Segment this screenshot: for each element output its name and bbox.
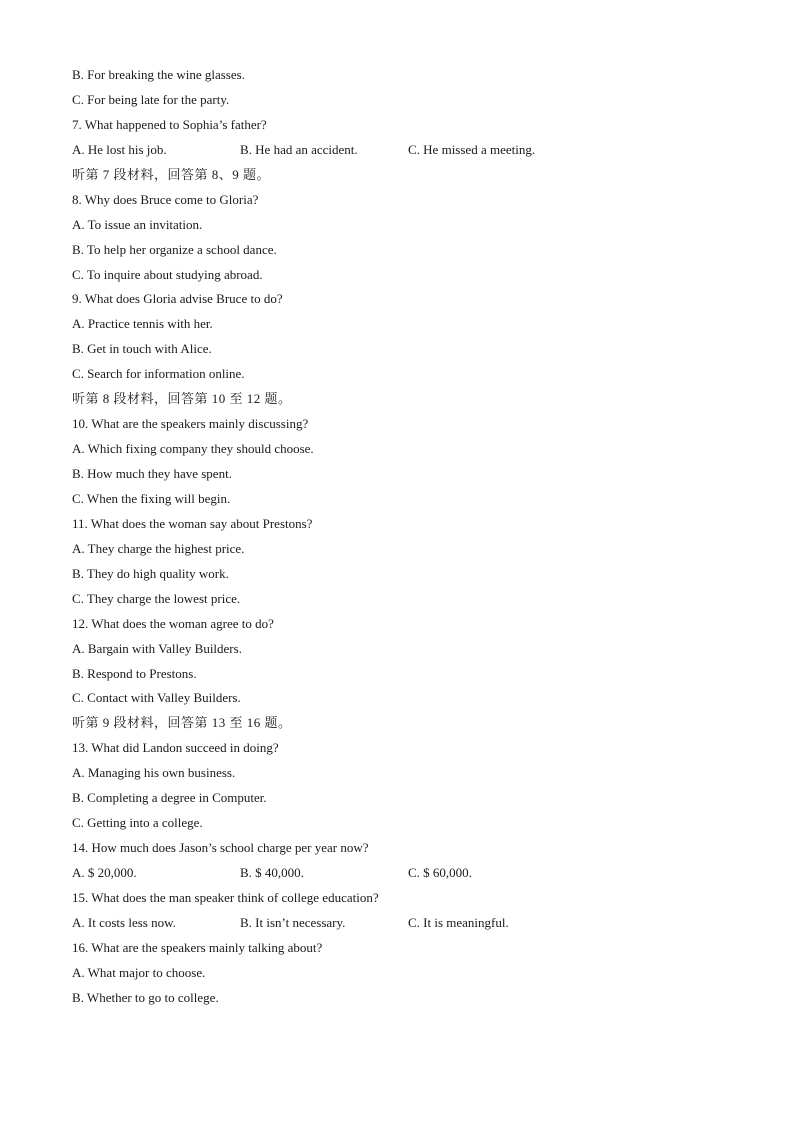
section-heading: 听第 7 段材料，回答第 8、9 题。 [72, 166, 271, 182]
option-line: A. Practice tennis with her. [72, 316, 213, 332]
options-row [72, 138, 732, 163]
section-heading: 听第 9 段材料，回答第 13 至 16 题。 [72, 715, 292, 731]
option-line: C. They charge the lowest price. [72, 590, 241, 606]
question-line: 10. What are the speakers mainly discussing? [72, 416, 309, 432]
option-line: C. To inquire about studying abroad. [72, 266, 263, 282]
option-line: B. To help her organize a school dance. [72, 241, 277, 257]
option-line: B. Respond to Prestons. [72, 665, 197, 681]
option-line: A. Managing his own business. [72, 765, 236, 781]
question-line: 9. What does Gloria advise Bruce to do? [72, 291, 283, 307]
question-line: 16. What are the speakers mainly talking about? [72, 939, 323, 955]
option-line: B. Completing a degree in Computer. [72, 790, 267, 806]
option-line: B. Whether to go to college. [72, 989, 219, 1005]
option-line: A. Which fixing company they should choose. [72, 441, 314, 457]
question-line: 7. What happened to Sophia’s father? [72, 116, 267, 132]
option-line: B. How much they have spent. [72, 466, 232, 481]
question-line: 13. What did Landon succeed in doing? [72, 740, 279, 756]
option-c: C. $ 60,000. [408, 865, 472, 880]
option-a: A. It costs less now. [72, 914, 176, 930]
question-line: 15. What does the man speaker think of college education? [72, 889, 379, 905]
option-a: A. He lost his job. [72, 141, 167, 157]
option-line: A. To issue an invitation. [72, 216, 203, 232]
option-line: A. What major to choose. [72, 964, 206, 980]
option-line: A. They charge the highest price. [72, 540, 245, 556]
option-b: B. He had an accident. [240, 141, 358, 157]
question-line: 11. What does the woman say about Prestons? [72, 515, 313, 531]
options-row [72, 911, 732, 936]
exam-page [72, 63, 732, 1011]
option-line: B. For breaking the wine glasses. [72, 67, 245, 82]
option-line: B. They do high quality work. [72, 565, 229, 581]
option-a: A. $ 20,000. [72, 865, 137, 880]
section-heading: 听第 8 段材料，回答第 10 至 12 题。 [72, 391, 292, 407]
option-line: C. When the fixing will begin. [72, 490, 231, 506]
option-line: A. Bargain with Valley Builders. [72, 640, 242, 656]
question-line: 14. How much does Jason’s school charge per year now? [72, 840, 369, 856]
option-line: B. Get in touch with Alice. [72, 341, 212, 357]
question-line: 12. What does the woman agree to do? [72, 615, 274, 631]
option-c: C. He missed a meeting. [408, 141, 536, 157]
option-line: C. For being late for the party. [72, 91, 230, 107]
option-b: B. $ 40,000. [240, 865, 304, 880]
option-b: B. It isn’t necessary. [240, 914, 346, 930]
option-line: C. Getting into a college. [72, 815, 203, 831]
question-line: 8. Why does Bruce come to Gloria? [72, 191, 259, 207]
option-c: C. It is meaningful. [408, 914, 509, 930]
option-line: C. Search for information online. [72, 366, 245, 382]
options-row [72, 861, 732, 886]
option-line: C. Contact with Valley Builders. [72, 690, 241, 706]
